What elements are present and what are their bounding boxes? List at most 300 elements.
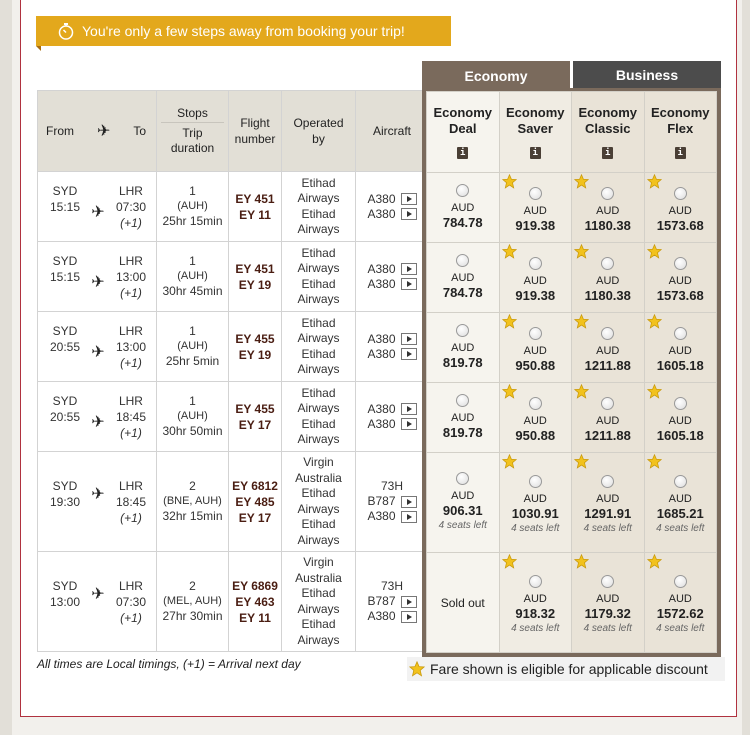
- fare-currency: AUD: [523, 205, 547, 217]
- operator-line: Airways: [297, 401, 340, 415]
- operated-by-cell: [282, 552, 356, 652]
- fare-price: 784.78: [442, 215, 483, 230]
- fare-row: [427, 453, 717, 553]
- aircraft-line: [356, 262, 428, 277]
- stop-count: 1: [189, 184, 196, 198]
- next-day-indicator: (+1): [120, 425, 142, 440]
- aircraft-details-play-icon[interactable]: [401, 511, 417, 523]
- info-icon[interactable]: i: [530, 147, 541, 159]
- trip-duration: 30hr 45min: [162, 284, 223, 298]
- fare-cell[interactable]: [499, 313, 572, 383]
- flight-number: EY 451: [235, 261, 275, 276]
- star-icon: [647, 244, 662, 259]
- fare-currency: AUD: [668, 345, 692, 357]
- fare-currency: AUD: [596, 345, 620, 357]
- aircraft-details-play-icon[interactable]: [401, 333, 417, 345]
- header-aircraft: [356, 91, 429, 172]
- fare-cell[interactable]: [427, 453, 500, 553]
- flight-number-cell: [229, 552, 282, 652]
- arrival-time: 13:00: [115, 339, 146, 354]
- operator-line: Etihad: [301, 346, 336, 361]
- flights-table: [37, 90, 429, 652]
- destination: [116, 323, 146, 371]
- fare-row: [427, 243, 717, 313]
- fare-radio[interactable]: [456, 324, 469, 337]
- fare-price: 1572.62: [656, 606, 704, 621]
- fare-radio[interactable]: [601, 575, 614, 588]
- route-cell: [38, 172, 157, 242]
- origin: [50, 253, 80, 301]
- next-day-indicator: (+1): [120, 215, 142, 230]
- fare-cell[interactable]: [427, 173, 500, 243]
- flight-number: EY 17: [238, 510, 272, 525]
- fare-cell[interactable]: [499, 243, 572, 313]
- aircraft-type: A380: [367, 346, 396, 361]
- fare-currency: AUD: [523, 593, 547, 605]
- aircraft-type: A380: [367, 331, 396, 346]
- aircraft-type: B787: [367, 594, 396, 608]
- fare-cell[interactable]: [572, 453, 645, 553]
- seats-left: 4 seats left: [511, 523, 560, 534]
- aircraft-line: [356, 192, 428, 207]
- flight-row: [38, 242, 429, 312]
- origin: [50, 393, 80, 441]
- fare-radio[interactable]: [456, 472, 469, 485]
- fare-cell: [427, 553, 500, 653]
- stop-airports: (BNE, AUH): [163, 495, 222, 507]
- star-icon: [409, 661, 425, 677]
- stop-airports: (AUH): [177, 340, 208, 352]
- aircraft-details-play-icon[interactable]: [401, 418, 417, 430]
- fare-radio[interactable]: [529, 257, 542, 270]
- economy-fares-panel: [422, 88, 721, 657]
- plane-icon: ✈: [91, 343, 105, 361]
- destination-code: LHR: [118, 578, 143, 593]
- fare-price: 919.38: [515, 288, 556, 303]
- arrival-time: 13:00: [115, 269, 146, 284]
- page-background-left: [0, 0, 12, 735]
- fare-radio[interactable]: [601, 257, 614, 270]
- flight-number-cell: [229, 452, 282, 552]
- fare-currency: AUD: [596, 493, 620, 505]
- operator-line: Etihad: [301, 416, 336, 431]
- star-icon: [574, 554, 589, 569]
- seats-left: 4 seats left: [511, 623, 560, 634]
- banner-text: You're only a few steps away from booking your trip!: [82, 23, 405, 39]
- route-cell: [38, 552, 157, 652]
- flight-number: EY 451: [235, 191, 275, 206]
- next-day-indicator: (+1): [120, 285, 142, 300]
- stop-airports: (AUH): [177, 200, 208, 212]
- destination: [116, 578, 146, 626]
- aircraft-type: A380: [367, 191, 396, 206]
- aircraft-line: [356, 579, 428, 594]
- aircraft-details-play-icon[interactable]: [401, 263, 417, 275]
- fares-table: [426, 91, 717, 653]
- aircraft-line: [356, 347, 428, 362]
- fare-radio[interactable]: [456, 254, 469, 267]
- fare-row: [427, 173, 717, 243]
- header-operated-by-label: Operated by: [293, 116, 344, 146]
- origin-code: SYD: [52, 578, 78, 593]
- aircraft-type: A380: [367, 206, 396, 221]
- flight-row: [38, 382, 429, 452]
- progress-banner: [36, 16, 451, 46]
- stop-count: 1: [189, 324, 196, 338]
- fare-radio[interactable]: [529, 397, 542, 410]
- destination-code: LHR: [118, 253, 143, 268]
- fare-cell[interactable]: [644, 313, 717, 383]
- fare-price: 1685.21: [656, 506, 704, 521]
- fare-currency: AUD: [596, 205, 620, 217]
- aircraft-cell: [356, 452, 429, 552]
- tab-economy[interactable]: Economy: [422, 61, 570, 91]
- flights-header-row: [38, 91, 429, 172]
- fare-price: 919.38: [515, 218, 556, 233]
- aircraft-details-play-icon[interactable]: [401, 208, 417, 220]
- destination: [116, 478, 146, 526]
- fare-row: [427, 383, 717, 453]
- destination-code: LHR: [118, 183, 143, 198]
- aircraft-line: [356, 207, 428, 222]
- fare-price: 1211.88: [584, 358, 631, 373]
- next-day-indicator: (+1): [120, 510, 142, 525]
- operator-line: Airways: [297, 191, 340, 205]
- sold-out-label: Sold out: [440, 595, 485, 610]
- departure-time: 13:00: [50, 594, 81, 609]
- aircraft-type: A380: [367, 609, 396, 623]
- destination: [116, 183, 146, 231]
- fare-currency: AUD: [668, 205, 692, 217]
- stop-airports: (AUH): [177, 410, 208, 422]
- fare-radio[interactable]: [529, 187, 542, 200]
- operator-line: Etihad: [301, 385, 336, 400]
- trip-duration: 27hr 30min: [162, 609, 223, 623]
- fare-radio[interactable]: [456, 394, 469, 407]
- destination-code: LHR: [118, 478, 143, 493]
- departure-time: 20:55: [50, 409, 81, 424]
- origin: [50, 323, 80, 371]
- info-icon[interactable]: i: [602, 147, 613, 159]
- fare-price: 950.88: [515, 358, 556, 373]
- flight-number: EY 455: [235, 401, 275, 416]
- operator-line: Etihad: [301, 206, 336, 221]
- fare-cell[interactable]: [499, 453, 572, 553]
- fare-cell[interactable]: [427, 383, 500, 453]
- flight-row: [38, 312, 429, 382]
- discount-legend-text: Fare shown is eligible for applicable discount: [430, 661, 708, 677]
- fare-price: 1605.18: [656, 358, 704, 373]
- aircraft-details-play-icon[interactable]: [401, 193, 417, 205]
- flight-number: EY 485: [235, 494, 275, 509]
- operator-line: Etihad: [301, 486, 336, 500]
- header-aircraft-label: Aircraft: [372, 124, 411, 138]
- operator-line: Airways: [297, 501, 340, 516]
- aircraft-line: [356, 509, 428, 524]
- info-icon[interactable]: i: [675, 147, 686, 159]
- flight-number: EY 455: [235, 331, 275, 346]
- page-gutter-right: [737, 0, 742, 735]
- star-icon: [647, 314, 662, 329]
- header-stops-label: Stops: [161, 106, 224, 123]
- flight-number: EY 11: [239, 610, 271, 625]
- trip-duration: 32hr 15min: [162, 509, 223, 523]
- aircraft-details-play-icon[interactable]: [401, 596, 417, 608]
- flight-number: EY 19: [238, 347, 272, 362]
- aircraft-type: A380: [367, 509, 396, 523]
- aircraft-details-play-icon[interactable]: [401, 348, 417, 360]
- departure-time: 15:15: [50, 199, 81, 214]
- fare-header-economy-saver: [499, 92, 572, 173]
- aircraft-line: [356, 609, 428, 624]
- fare-radio[interactable]: [601, 187, 614, 200]
- fare-radio[interactable]: [674, 257, 687, 270]
- fare-currency: AUD: [596, 275, 620, 287]
- operator-line: Airways: [297, 222, 340, 236]
- flight-number-cell: [229, 382, 282, 452]
- fare-class-name: Economy Deal: [433, 105, 492, 136]
- stops-cell: [157, 382, 229, 452]
- fare-cell[interactable]: [644, 383, 717, 453]
- operator-line: Airways: [297, 331, 340, 345]
- aircraft-line: [356, 277, 428, 292]
- fare-price: 1573.68: [656, 218, 704, 233]
- fare-cell[interactable]: [572, 383, 645, 453]
- flight-row: [38, 172, 429, 242]
- fare-radio[interactable]: [529, 575, 542, 588]
- fare-currency: AUD: [523, 415, 547, 427]
- aircraft-line: [356, 594, 428, 609]
- fare-currency: AUD: [451, 272, 475, 284]
- plane-icon: ✈: [91, 413, 105, 431]
- operator-line: Etihad: [301, 245, 336, 260]
- fare-cell[interactable]: [644, 243, 717, 313]
- trip-duration: 25hr 5min: [165, 354, 220, 368]
- star-icon: [647, 554, 662, 569]
- fare-price: 1211.88: [584, 428, 631, 443]
- aircraft-type: B787: [367, 494, 396, 508]
- flight-number: EY 17: [238, 417, 272, 432]
- operator-line: Airways: [297, 632, 340, 647]
- origin-code: SYD: [52, 478, 78, 493]
- destination-code: LHR: [118, 393, 143, 408]
- fare-radio[interactable]: [601, 475, 614, 488]
- fare-radio[interactable]: [674, 327, 687, 340]
- star-icon: [502, 314, 517, 329]
- fare-currency: AUD: [596, 593, 620, 605]
- operator-line: Etihad: [301, 315, 336, 330]
- fare-price: 1179.32: [584, 606, 631, 621]
- route-cell: [38, 312, 157, 382]
- fare-radio[interactable]: [674, 397, 687, 410]
- seats-left: 4 seats left: [656, 623, 705, 634]
- star-icon: [647, 174, 662, 189]
- header-route: [38, 91, 157, 172]
- aircraft-cell: [356, 382, 429, 452]
- fare-currency: AUD: [668, 415, 692, 427]
- aircraft-line: [356, 417, 428, 432]
- stop-count: 1: [189, 254, 196, 268]
- origin: [50, 478, 80, 526]
- stop-count: 2: [189, 579, 196, 593]
- star-icon: [647, 454, 662, 469]
- fare-currency: AUD: [596, 415, 620, 427]
- operator-line: Airways: [297, 532, 340, 547]
- fare-currency: AUD: [668, 493, 692, 505]
- fare-cell[interactable]: [572, 243, 645, 313]
- operator-line: Etihad: [301, 276, 336, 291]
- aircraft-type: 73H: [380, 479, 403, 493]
- header-from: From: [46, 124, 74, 138]
- star-icon: [647, 384, 662, 399]
- origin: [50, 578, 80, 626]
- fare-price: 906.31: [442, 503, 483, 518]
- flight-number: EY 463: [235, 594, 275, 609]
- banner-fold: [36, 46, 41, 51]
- operator-line: Airways: [297, 601, 340, 616]
- fare-currency: AUD: [451, 342, 475, 354]
- operator-line: Etihad: [301, 517, 336, 531]
- fare-cell[interactable]: [427, 243, 500, 313]
- fare-cell[interactable]: [499, 383, 572, 453]
- page-gutter-bottom: [12, 717, 742, 735]
- tab-business[interactable]: Business: [573, 61, 721, 88]
- fare-price: 1030.91: [511, 506, 559, 521]
- fare-price: 1180.38: [584, 218, 631, 233]
- trip-duration: 30hr 50min: [162, 424, 223, 438]
- aircraft-type: A380: [367, 416, 396, 431]
- operator-line: Airways: [297, 261, 340, 275]
- fare-cell[interactable]: [499, 553, 572, 653]
- aircraft-details-play-icon[interactable]: [401, 496, 417, 508]
- star-icon: [502, 454, 517, 469]
- arrival-time: 18:45: [115, 494, 146, 509]
- fare-price: 819.78: [442, 425, 483, 440]
- operator-line: Australia: [295, 470, 342, 485]
- aircraft-details-play-icon[interactable]: [401, 611, 417, 623]
- fare-radio[interactable]: [456, 184, 469, 197]
- fare-cell[interactable]: [572, 553, 645, 653]
- route-cell: [38, 382, 157, 452]
- fare-cell[interactable]: [572, 313, 645, 383]
- stops-cell: [157, 312, 229, 382]
- operated-by-cell: [282, 242, 356, 312]
- route-cell: [38, 452, 157, 552]
- aircraft-type: A380: [367, 401, 396, 416]
- fare-class-name: Economy Flex: [650, 105, 710, 136]
- seats-left: 4 seats left: [656, 523, 705, 534]
- fare-radio[interactable]: [674, 187, 687, 200]
- fare-radio[interactable]: [601, 397, 614, 410]
- fare-currency: AUD: [523, 275, 547, 287]
- stop-count: 1: [189, 394, 196, 408]
- plane-icon: ✈: [91, 585, 105, 603]
- fare-price: 1180.38: [584, 288, 631, 303]
- fare-header-economy-flex: [644, 92, 717, 173]
- fare-cell[interactable]: [644, 553, 717, 653]
- seats-left: 4 seats left: [438, 520, 487, 531]
- operator-line: Virgin: [303, 555, 334, 569]
- fare-radio[interactable]: [529, 475, 542, 488]
- aircraft-cell: [356, 172, 429, 242]
- stop-airports: (MEL, AUH): [163, 595, 222, 607]
- stop-airports: (AUH): [177, 270, 208, 282]
- fare-currency: AUD: [523, 493, 547, 505]
- aircraft-cell: [356, 312, 429, 382]
- fare-currency: AUD: [668, 275, 692, 287]
- aircraft-details-play-icon[interactable]: [401, 403, 417, 415]
- origin-code: SYD: [52, 253, 78, 268]
- operator-line: Airways: [297, 292, 340, 306]
- fare-cell[interactable]: [427, 313, 500, 383]
- departure-time: 19:30: [50, 494, 81, 509]
- fare-radio[interactable]: [601, 327, 614, 340]
- flight-row: [38, 552, 429, 652]
- origin: [50, 183, 80, 231]
- header-trip-duration: Trip duration: [170, 126, 215, 155]
- fare-cell[interactable]: [644, 453, 717, 553]
- next-day-indicator: (+1): [120, 610, 142, 625]
- route-cell: [38, 242, 157, 312]
- operated-by-cell: [282, 172, 356, 242]
- flight-number: EY 6869: [232, 578, 278, 593]
- fare-radio[interactable]: [674, 475, 687, 488]
- star-icon: [574, 454, 589, 469]
- info-icon[interactable]: i: [457, 147, 468, 159]
- fare-price: 1573.68: [656, 288, 704, 303]
- fare-cell[interactable]: [644, 173, 717, 243]
- flight-number: EY 19: [238, 277, 272, 292]
- star-icon: [502, 244, 517, 259]
- header-flight-number: [229, 91, 282, 172]
- fare-price: 1605.18: [656, 428, 704, 443]
- star-icon: [574, 314, 589, 329]
- trip-duration: 25hr 15min: [162, 214, 223, 228]
- flight-number: EY 6812: [232, 478, 278, 493]
- operator-line: Airways: [297, 432, 340, 446]
- star-icon: [502, 554, 517, 569]
- fare-radio[interactable]: [529, 327, 542, 340]
- seats-left: 4 seats left: [583, 623, 632, 634]
- fare-cell[interactable]: [572, 173, 645, 243]
- header-to: To: [133, 124, 146, 138]
- arrival-time: 07:30: [115, 199, 146, 214]
- operator-line: Etihad: [301, 175, 336, 190]
- aircraft-line: [356, 332, 428, 347]
- header-operated-by: [282, 91, 356, 172]
- fare-class-name: Economy Classic: [578, 105, 637, 136]
- fare-radio[interactable]: [674, 575, 687, 588]
- page-gutter-left: [12, 0, 20, 735]
- aircraft-line: [356, 402, 428, 417]
- operated-by-cell: [282, 452, 356, 552]
- aircraft-cell: [356, 242, 429, 312]
- aircraft-line: [356, 479, 428, 494]
- flight-number-cell: [229, 242, 282, 312]
- arrival-time: 07:30: [115, 594, 146, 609]
- plane-icon: ✈: [96, 123, 111, 140]
- star-icon: [574, 384, 589, 399]
- aircraft-details-play-icon[interactable]: [401, 278, 417, 290]
- plane-icon: ✈: [91, 485, 105, 503]
- flight-row: [38, 452, 429, 552]
- star-icon: [574, 244, 589, 259]
- fare-price: 1291.91: [584, 506, 632, 521]
- fare-header-economy-deal: [427, 92, 500, 173]
- fare-cell[interactable]: [499, 173, 572, 243]
- destination-code: LHR: [118, 323, 143, 338]
- aircraft-cell: [356, 552, 429, 652]
